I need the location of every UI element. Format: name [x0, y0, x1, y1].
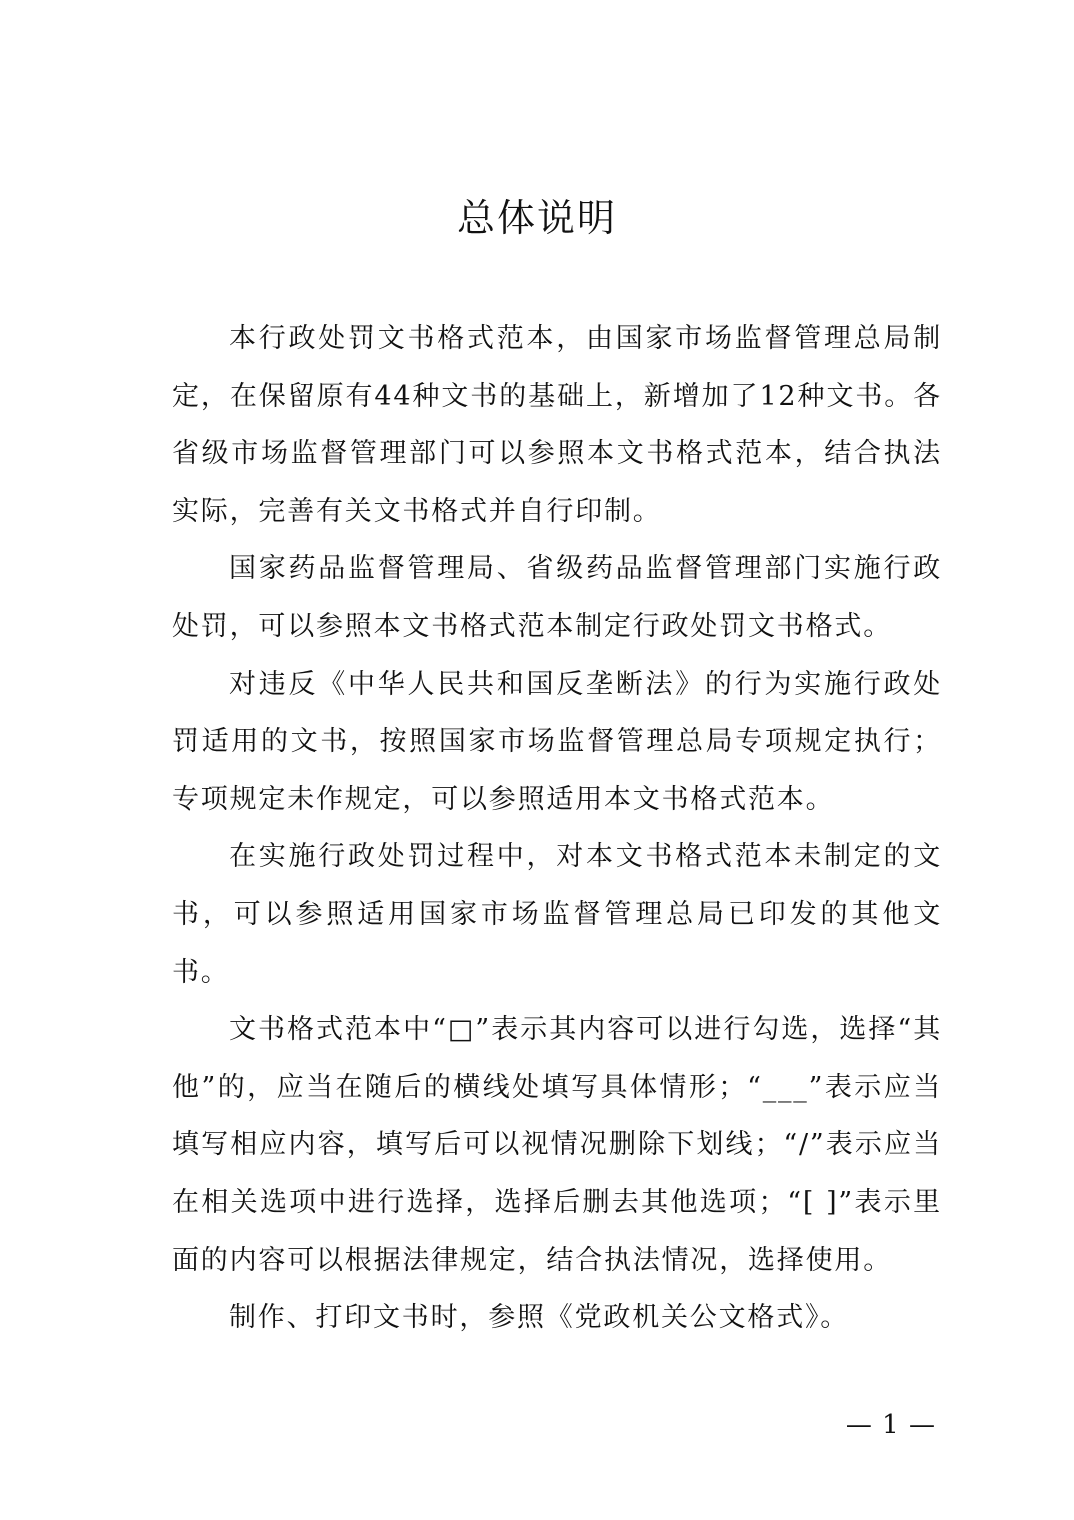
- document-body: [172, 310, 942, 1347]
- paragraph-6: 制作、打印文书时，参照《党政机关公文格式》。: [229, 1302, 850, 1334]
- paragraph-3: 对违反《中华人民共和国反垄断法》的行为实施行政处罚适用的文书，按照国家市场监督管理总局专项规定执行；专项规定未作规定，可以参照适用本文书格式范本。: [172, 668, 942, 815]
- page-number: — 1 —: [845, 1410, 936, 1440]
- paragraph-4: 在实施行政处罚过程中，对本文书格式范本未制定的文书，可以参照适用国家市场监督管理总局已印发的其他文书。: [172, 841, 942, 988]
- paragraph-1: 本行政处罚文书格式范本，由国家市场监督管理总局制定，在保留原有44种文书的基础上，新增加了12种文书。各省级市场监督管理部门可以参照本文书格式范本，结合执法实际，完善有关文书格式并自行印制。: [172, 323, 942, 527]
- document-title: 总体说明: [456, 196, 617, 240]
- paragraph-2: 国家药品监督管理局、省级药品监督管理部门实施行政处罚，可以参照本文书格式范本制定行政处罚文书格式。: [172, 553, 942, 642]
- paragraph-5: 文书格式范本中“□”表示其内容可以进行勾选，选择“其他”的，应当在随后的横线处填写具体情形；“___”表示应当填写相应内容，填写后可以视情况删除下划线；“/”表示应当在相关选项中进行选择，选择后删去其他选项；“[ ]”表示里面的内容可以根据法律规定，结合执法情况，选择使用。: [172, 1014, 942, 1276]
